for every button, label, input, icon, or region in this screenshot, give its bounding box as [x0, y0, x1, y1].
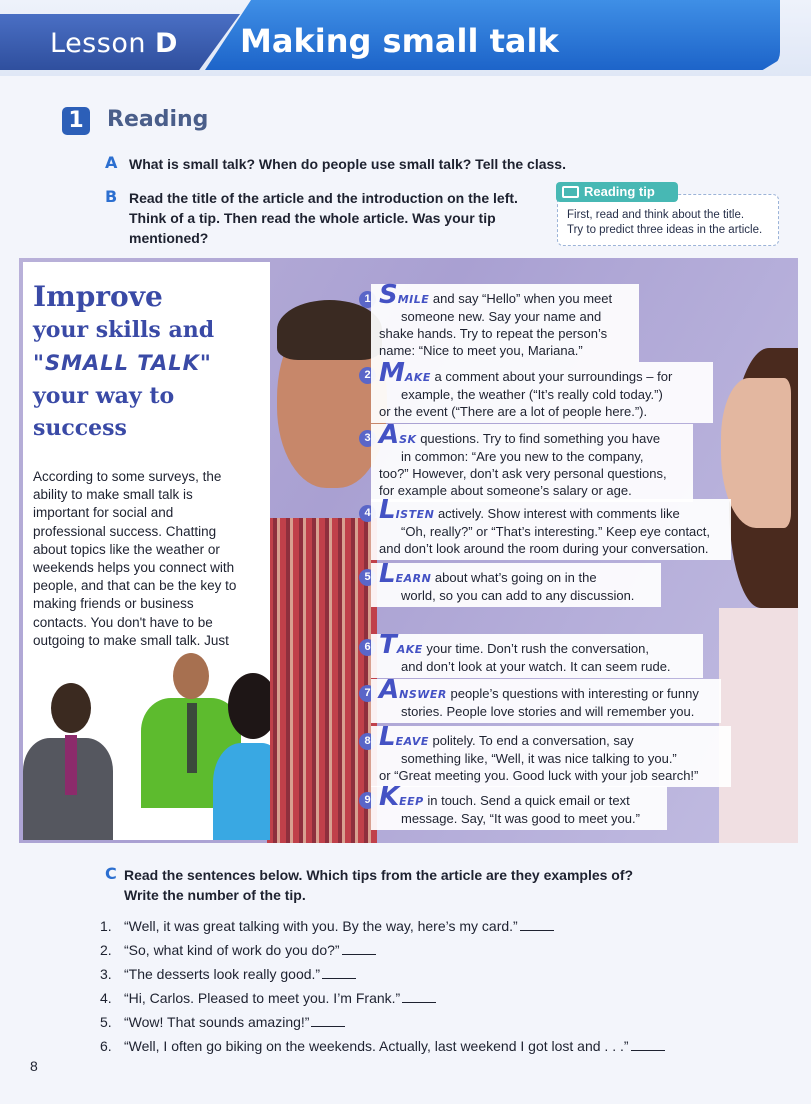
- tip-line: world, so you can add to any discussion.: [401, 588, 635, 603]
- question-item: [100, 965, 356, 983]
- tip-initial: L: [379, 559, 396, 589]
- question-text: “Well, I often go biking on the weekends. Actually, last weekend I got lost and . . .”: [124, 1038, 629, 1054]
- exercise-b-line: mentioned?: [129, 230, 209, 246]
- photo-person-head: [228, 673, 270, 739]
- tip-first-line: [379, 280, 631, 310]
- exercise-c-line: Write the number of the tip.: [124, 887, 306, 903]
- exercise-a-letter: A: [105, 153, 118, 172]
- question-item: [100, 1037, 665, 1055]
- tip-first-line: [379, 722, 723, 752]
- article-title: [33, 280, 269, 444]
- tip-7: [371, 675, 721, 723]
- reading-tip-line: Try to predict three ideas in the article.: [567, 224, 763, 236]
- answer-blank[interactable]: [631, 1037, 665, 1051]
- intro-line: making friends or business: [33, 596, 194, 612]
- exercise-b-line: Read the title of the article and the introduction on the left.: [129, 190, 518, 206]
- article-title-line: "SMALL TALK": [33, 351, 212, 375]
- intro-line: professional success. Chatting: [33, 523, 217, 539]
- tip-keyword: EARN: [395, 572, 432, 585]
- tip-first-line: [379, 675, 713, 705]
- article-intro: [33, 468, 259, 668]
- exercise-b-text: [129, 188, 518, 248]
- tip-number: 2: [359, 367, 376, 384]
- intro-line: According to some surveys, the: [33, 469, 222, 484]
- tip-text: in touch. Send a quick email or text: [423, 793, 630, 808]
- answer-blank[interactable]: [322, 965, 356, 979]
- tip-first-line: [379, 630, 695, 660]
- tip-keyword: MILE: [397, 293, 430, 306]
- intro-line: contacts. You don't have to be: [33, 614, 213, 630]
- tip-keyword: EAVE: [395, 735, 429, 748]
- page-number: 8: [30, 1058, 38, 1074]
- exercise-a-text: What is small talk? When do people use small talk? Tell the class.: [129, 156, 566, 172]
- answer-blank[interactable]: [520, 917, 554, 931]
- intro-line: about topics like the weather or: [33, 541, 220, 557]
- question-item: [100, 917, 554, 935]
- tip-first-line: [379, 559, 653, 589]
- tip-keyword: EEP: [399, 795, 424, 808]
- tip-9: [371, 782, 667, 830]
- reading-tip-label: Reading tip: [584, 184, 655, 199]
- answer-blank[interactable]: [342, 941, 376, 955]
- tip-initial: T: [379, 630, 397, 660]
- photo-person-head: [51, 683, 91, 733]
- tip-keyword: NSWER: [399, 688, 447, 701]
- tip-line: someone new. Say your name and: [401, 309, 602, 324]
- tip-text: questions. Try to find something you have: [416, 431, 661, 446]
- tip-number: 6: [359, 639, 376, 656]
- question-text: “Well, it was great talking with you. By the way, here’s my card.”: [124, 918, 518, 934]
- section-title: Reading: [107, 107, 209, 132]
- section-number-badge: 1: [62, 107, 90, 135]
- question-text: “Wow! That sounds amazing!”: [124, 1014, 310, 1030]
- tip-number: 8: [359, 733, 376, 750]
- tip-5: [371, 559, 661, 607]
- tip-text: and say “Hello” when you meet: [429, 291, 613, 306]
- question-item: [100, 1013, 345, 1031]
- tip-keyword: ISTEN: [395, 508, 435, 521]
- exercise-b-letter: B: [105, 187, 118, 206]
- tip-keyword: SK: [399, 433, 417, 446]
- reading-tip-line: First, read and think about the title.: [567, 209, 745, 221]
- tip-3: [371, 420, 693, 502]
- group-photo: [23, 653, 270, 840]
- article-title-line: your skills and: [33, 317, 215, 343]
- tip-initial: L: [379, 495, 396, 525]
- intro-line: weekends helps you connect with: [33, 560, 235, 576]
- tip-6: [371, 630, 703, 678]
- tip-line: “Oh, really?” or “That’s interesting.” Keep eye contact,: [401, 524, 711, 539]
- exercise-c-letter: C: [105, 864, 117, 883]
- man-hair: [277, 300, 382, 360]
- answer-blank[interactable]: [311, 1013, 345, 1027]
- question-item: [100, 941, 376, 959]
- tip-initial: A: [379, 420, 400, 450]
- tip-keyword: AKE: [404, 371, 431, 384]
- tip-initial: L: [379, 722, 396, 752]
- tip-initial: S: [379, 280, 398, 310]
- tip-number: 1: [359, 291, 376, 308]
- tip-text: people’s questions with interesting or funny: [446, 686, 699, 701]
- tip-line: or “Great meeting you. Good luck with your job search!”: [379, 768, 699, 783]
- tip-number: 4: [359, 505, 376, 522]
- lesson-header: [0, 0, 811, 76]
- tip-first-line: [379, 358, 705, 388]
- tip-line: too?” However, don’t ask very personal questions,: [379, 466, 667, 481]
- tip-text: a comment about your surroundings – for: [430, 369, 673, 384]
- tip-initial: K: [379, 782, 400, 812]
- question-text: “So, what kind of work do you do?”: [124, 942, 340, 958]
- tip-first-line: [379, 495, 723, 525]
- intro-line: outgoing to make small talk. Just: [33, 632, 229, 648]
- tip-2: [371, 358, 713, 423]
- question-number: 2.: [100, 942, 112, 958]
- tip-text: your time. Don’t rush the conversation,: [422, 641, 649, 656]
- reading-tip-header: [556, 182, 678, 202]
- page-title: Making small talk: [240, 22, 559, 60]
- photo-person-tie: [65, 735, 77, 795]
- tip-1: [371, 280, 639, 362]
- tip-first-line: [379, 782, 659, 812]
- tip-number: 9: [359, 792, 376, 809]
- exercise-c-line: Read the sentences below. Which tips from the article are they examples of?: [124, 867, 634, 883]
- tip-number: 5: [359, 569, 376, 586]
- answer-blank[interactable]: [402, 989, 436, 1003]
- lesson-word: Lesson: [50, 28, 146, 59]
- tip-line: shake hands. Try to repeat the person’s: [379, 326, 608, 341]
- tip-line: something like, “Well, it was nice talking to you.”: [401, 751, 677, 766]
- lesson-letter: D: [155, 28, 178, 59]
- reading-tip-text: [567, 208, 777, 238]
- tip-initial: A: [379, 675, 400, 705]
- tip-line: and don’t look around the room during your conversation.: [379, 541, 709, 556]
- tip-text: politely. To end a conversation, say: [428, 733, 634, 748]
- tip-line: example, the weather (“It’s really cold today.”): [401, 387, 663, 402]
- tip-line: name: “Nice to meet you, Mariana.”: [379, 343, 583, 358]
- intro-line: people, and that can be the key to: [33, 578, 237, 594]
- intro-line: important for social and: [33, 505, 174, 521]
- tip-line: and don’t look at your watch. It can seem rude.: [401, 659, 671, 674]
- article-title-line: success: [33, 415, 127, 441]
- tip-number: 3: [359, 430, 376, 447]
- question-text: “The desserts look really good.”: [124, 966, 321, 982]
- intro-line: ability to make small talk is: [33, 487, 193, 503]
- photo-person-tie: [187, 703, 197, 773]
- question-number: 6.: [100, 1038, 112, 1054]
- woman-face: [721, 378, 791, 528]
- tip-initial: M: [379, 358, 405, 388]
- article-title-line: Improve: [33, 280, 163, 313]
- tip-line: for example about someone’s salary or age.: [379, 483, 632, 498]
- tip-8: [371, 722, 731, 787]
- question-number: 3.: [100, 966, 112, 982]
- tip-line: message. Say, “It was good to meet you.”: [401, 811, 640, 826]
- book-icon: [562, 186, 579, 198]
- tip-number: 7: [359, 685, 376, 702]
- question-item: [100, 989, 436, 1007]
- article-title-line: your way to: [33, 383, 175, 409]
- tip-keyword: AKE: [396, 643, 423, 656]
- article-panel: [19, 258, 798, 843]
- tip-text: actively. Show interest with comments like: [434, 506, 680, 521]
- question-number: 4.: [100, 990, 112, 1006]
- question-number: 5.: [100, 1014, 112, 1030]
- photo-person-blue-jacket: [213, 743, 270, 840]
- question-number: 1.: [100, 918, 112, 934]
- tip-text: about what’s going on in the: [431, 570, 597, 585]
- exercise-c-text: [124, 865, 633, 905]
- lesson-label: [50, 28, 178, 59]
- tip-line: in common: “Are you new to the company,: [401, 449, 644, 464]
- tip-4: [371, 495, 731, 560]
- exercise-b-line: Think of a tip. Then read the whole article. Was your tip: [129, 210, 496, 226]
- tip-line: or the event (“There are a lot of people here.”).: [379, 404, 648, 419]
- tip-line: stories. People love stories and will remember you.: [401, 704, 695, 719]
- tip-first-line: [379, 420, 685, 450]
- question-text: “Hi, Carlos. Pleased to meet you. I’m Frank.”: [124, 990, 401, 1006]
- photo-person-head: [173, 653, 209, 699]
